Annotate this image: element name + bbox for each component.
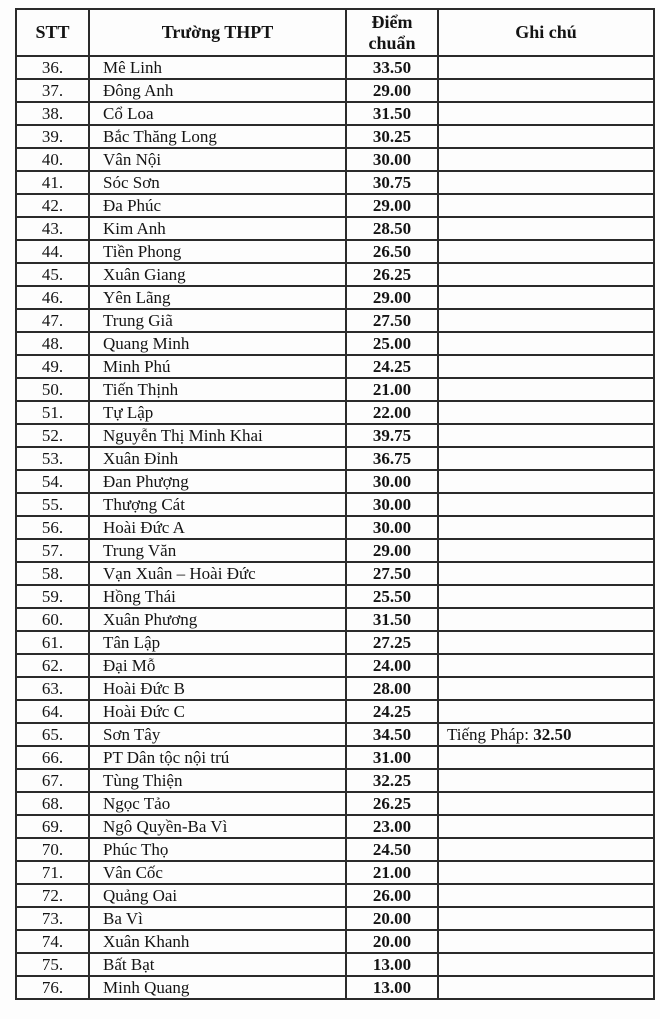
- score-cell: 13.00: [346, 976, 438, 999]
- note-cell: [438, 746, 654, 769]
- school-cell: Tùng Thiện: [89, 769, 346, 792]
- stt-cell: 68.: [16, 792, 89, 815]
- note-cell: Tiếng Pháp: 32.50: [438, 723, 654, 746]
- stt-cell: 71.: [16, 861, 89, 884]
- note-cell: [438, 309, 654, 332]
- note-cell: [438, 378, 654, 401]
- note-cell: [438, 539, 654, 562]
- table-row: [16, 332, 654, 355]
- note-cell: [438, 861, 654, 884]
- note-cell: [438, 769, 654, 792]
- stt-cell: 47.: [16, 309, 89, 332]
- stt-cell: 72.: [16, 884, 89, 907]
- stt-cell: 42.: [16, 194, 89, 217]
- note-cell: [438, 171, 654, 194]
- school-cell: Sóc Sơn: [89, 171, 346, 194]
- table-row: [16, 746, 654, 769]
- school-cell: Tiến Thịnh: [89, 378, 346, 401]
- school-cell: Đông Anh: [89, 79, 346, 102]
- school-cell: Đại Mỗ: [89, 654, 346, 677]
- table-row: [16, 240, 654, 263]
- score-cell: 30.00: [346, 148, 438, 171]
- table-row: [16, 286, 654, 309]
- stt-cell: 52.: [16, 424, 89, 447]
- note-cell: [438, 102, 654, 125]
- school-cell: Vân Nội: [89, 148, 346, 171]
- note-cell: [438, 907, 654, 930]
- school-cell: PT Dân tộc nội trú: [89, 746, 346, 769]
- header-stt: STT: [16, 9, 89, 56]
- score-cell: 23.00: [346, 815, 438, 838]
- table-header-row: [16, 9, 654, 56]
- note-cell: [438, 516, 654, 539]
- school-cell: Đa Phúc: [89, 194, 346, 217]
- note-cell: [438, 194, 654, 217]
- table-row: [16, 792, 654, 815]
- stt-cell: 54.: [16, 470, 89, 493]
- table-row: [16, 861, 654, 884]
- table-row: [16, 125, 654, 148]
- note-cell: [438, 424, 654, 447]
- table-row: [16, 700, 654, 723]
- score-cell: 25.50: [346, 585, 438, 608]
- stt-cell: 38.: [16, 102, 89, 125]
- school-cell: Đan Phượng: [89, 470, 346, 493]
- score-cell: 13.00: [346, 953, 438, 976]
- school-cell: Minh Phú: [89, 355, 346, 378]
- score-cell: 27.25: [346, 631, 438, 654]
- table-row: [16, 401, 654, 424]
- table-row: [16, 263, 654, 286]
- score-cell: 26.25: [346, 792, 438, 815]
- score-cell: 25.00: [346, 332, 438, 355]
- table-row: [16, 79, 654, 102]
- table-row: [16, 102, 654, 125]
- score-cell: 22.00: [346, 401, 438, 424]
- score-cell: 27.50: [346, 309, 438, 332]
- note-cell: [438, 263, 654, 286]
- table-row: [16, 907, 654, 930]
- stt-cell: 63.: [16, 677, 89, 700]
- stt-cell: 50.: [16, 378, 89, 401]
- score-cell: 30.00: [346, 516, 438, 539]
- note-cell: [438, 125, 654, 148]
- score-cell: 31.50: [346, 102, 438, 125]
- table-row: [16, 539, 654, 562]
- table-row: [16, 953, 654, 976]
- stt-cell: 45.: [16, 263, 89, 286]
- table-row: [16, 930, 654, 953]
- table-row: [16, 148, 654, 171]
- score-cell: 39.75: [346, 424, 438, 447]
- school-cell: Phúc Thọ: [89, 838, 346, 861]
- note-cell: [438, 79, 654, 102]
- school-cell: Hồng Thái: [89, 585, 346, 608]
- stt-cell: 74.: [16, 930, 89, 953]
- school-cell: Trung Văn: [89, 539, 346, 562]
- note-cell: [438, 930, 654, 953]
- note-cell: [438, 700, 654, 723]
- table-row: [16, 815, 654, 838]
- school-cell: Thượng Cát: [89, 493, 346, 516]
- header-note: Ghi chú: [438, 9, 654, 56]
- table-row: [16, 194, 654, 217]
- school-cell: Xuân Khanh: [89, 930, 346, 953]
- stt-cell: 57.: [16, 539, 89, 562]
- stt-cell: 39.: [16, 125, 89, 148]
- score-cell: 31.50: [346, 608, 438, 631]
- school-cell: Sơn Tây: [89, 723, 346, 746]
- stt-cell: 60.: [16, 608, 89, 631]
- school-cell: Trung Giã: [89, 309, 346, 332]
- stt-cell: 41.: [16, 171, 89, 194]
- school-cell: Vạn Xuân – Hoài Đức: [89, 562, 346, 585]
- stt-cell: 56.: [16, 516, 89, 539]
- score-cell: 33.50: [346, 56, 438, 79]
- score-cell: 27.50: [346, 562, 438, 585]
- stt-cell: 40.: [16, 148, 89, 171]
- school-cell: Xuân Giang: [89, 263, 346, 286]
- note-cell: [438, 953, 654, 976]
- school-cell: Yên Lãng: [89, 286, 346, 309]
- table-body: [16, 56, 654, 999]
- table-row: [16, 171, 654, 194]
- note-cell: [438, 631, 654, 654]
- header-score: Điểm chuẩn: [346, 9, 438, 56]
- score-cell: 31.00: [346, 746, 438, 769]
- score-cell: 29.00: [346, 79, 438, 102]
- note-cell: [438, 884, 654, 907]
- stt-cell: 53.: [16, 447, 89, 470]
- stt-cell: 75.: [16, 953, 89, 976]
- stt-cell: 61.: [16, 631, 89, 654]
- score-cell: 26.25: [346, 263, 438, 286]
- stt-cell: 76.: [16, 976, 89, 999]
- score-cell: 28.50: [346, 217, 438, 240]
- note-cell: [438, 677, 654, 700]
- admission-scores-table: [15, 8, 655, 1000]
- table-row: [16, 309, 654, 332]
- school-cell: Tân Lập: [89, 631, 346, 654]
- school-cell: Minh Quang: [89, 976, 346, 999]
- note-cell: [438, 976, 654, 999]
- school-cell: Hoài Đức B: [89, 677, 346, 700]
- score-cell: 36.75: [346, 447, 438, 470]
- score-cell: 24.50: [346, 838, 438, 861]
- note-value: 32.50: [533, 724, 572, 744]
- school-cell: Quảng Oai: [89, 884, 346, 907]
- table-row: [16, 585, 654, 608]
- table-row: [16, 516, 654, 539]
- table-row: [16, 769, 654, 792]
- stt-cell: 46.: [16, 286, 89, 309]
- table-row: [16, 884, 654, 907]
- school-cell: Cổ Loa: [89, 102, 346, 125]
- score-cell: 30.00: [346, 493, 438, 516]
- note-cell: [438, 493, 654, 516]
- note-cell: [438, 217, 654, 240]
- stt-cell: 69.: [16, 815, 89, 838]
- stt-cell: 59.: [16, 585, 89, 608]
- note-cell: [438, 447, 654, 470]
- school-cell: Ba Vì: [89, 907, 346, 930]
- stt-cell: 51.: [16, 401, 89, 424]
- note-cell: [438, 562, 654, 585]
- note-cell: [438, 815, 654, 838]
- note-cell: [438, 838, 654, 861]
- score-cell: 24.00: [346, 654, 438, 677]
- table-row: [16, 677, 654, 700]
- stt-cell: 73.: [16, 907, 89, 930]
- table-row: [16, 424, 654, 447]
- stt-cell: 62.: [16, 654, 89, 677]
- school-cell: Hoài Đức C: [89, 700, 346, 723]
- stt-cell: 48.: [16, 332, 89, 355]
- table-row: [16, 378, 654, 401]
- score-cell: 30.25: [346, 125, 438, 148]
- note-cell: [438, 608, 654, 631]
- table-row: [16, 217, 654, 240]
- stt-cell: 49.: [16, 355, 89, 378]
- note-cell: [438, 240, 654, 263]
- score-cell: 28.00: [346, 677, 438, 700]
- school-cell: Bắc Thăng Long: [89, 125, 346, 148]
- note-cell: [438, 148, 654, 171]
- note-cell: [438, 286, 654, 309]
- header-school: Trường THPT: [89, 9, 346, 56]
- stt-cell: 67.: [16, 769, 89, 792]
- score-cell: 29.00: [346, 194, 438, 217]
- school-cell: Xuân Phương: [89, 608, 346, 631]
- table-row: [16, 562, 654, 585]
- score-cell: 29.00: [346, 539, 438, 562]
- school-cell: Ngô Quyền-Ba Vì: [89, 815, 346, 838]
- score-cell: 26.50: [346, 240, 438, 263]
- school-cell: Xuân Đỉnh: [89, 447, 346, 470]
- table-row: [16, 631, 654, 654]
- school-cell: Nguyễn Thị Minh Khai: [89, 424, 346, 447]
- note-cell: [438, 792, 654, 815]
- stt-cell: 44.: [16, 240, 89, 263]
- note-cell: [438, 332, 654, 355]
- note-cell: [438, 56, 654, 79]
- note-cell: [438, 585, 654, 608]
- table-row: [16, 723, 654, 746]
- table-row: [16, 654, 654, 677]
- score-cell: 21.00: [346, 378, 438, 401]
- school-cell: Vân Cốc: [89, 861, 346, 884]
- stt-cell: 55.: [16, 493, 89, 516]
- score-cell: 34.50: [346, 723, 438, 746]
- stt-cell: 70.: [16, 838, 89, 861]
- note-cell: [438, 470, 654, 493]
- table-row: [16, 838, 654, 861]
- table-row: [16, 56, 654, 79]
- score-cell: 20.00: [346, 907, 438, 930]
- table-row: [16, 493, 654, 516]
- score-cell: 30.00: [346, 470, 438, 493]
- school-cell: Kim Anh: [89, 217, 346, 240]
- stt-cell: 37.: [16, 79, 89, 102]
- table-row: [16, 355, 654, 378]
- stt-cell: 64.: [16, 700, 89, 723]
- school-cell: Mê Linh: [89, 56, 346, 79]
- school-cell: Tiền Phong: [89, 240, 346, 263]
- score-cell: 24.25: [346, 355, 438, 378]
- note-cell: [438, 401, 654, 424]
- note-cell: [438, 355, 654, 378]
- school-cell: Quang Minh: [89, 332, 346, 355]
- stt-cell: 58.: [16, 562, 89, 585]
- score-cell: 29.00: [346, 286, 438, 309]
- stt-cell: 36.: [16, 56, 89, 79]
- table-row: [16, 470, 654, 493]
- score-cell: 20.00: [346, 930, 438, 953]
- school-cell: Tự Lập: [89, 401, 346, 424]
- stt-cell: 43.: [16, 217, 89, 240]
- note-cell: [438, 654, 654, 677]
- table-row: [16, 447, 654, 470]
- stt-cell: 65.: [16, 723, 89, 746]
- stt-cell: 66.: [16, 746, 89, 769]
- school-cell: Hoài Đức A: [89, 516, 346, 539]
- score-cell: 26.00: [346, 884, 438, 907]
- school-cell: Bất Bạt: [89, 953, 346, 976]
- table-row: [16, 976, 654, 999]
- score-cell: 21.00: [346, 861, 438, 884]
- school-cell: Ngọc Tảo: [89, 792, 346, 815]
- score-cell: 30.75: [346, 171, 438, 194]
- table-row: [16, 608, 654, 631]
- score-cell: 32.25: [346, 769, 438, 792]
- score-cell: 24.25: [346, 700, 438, 723]
